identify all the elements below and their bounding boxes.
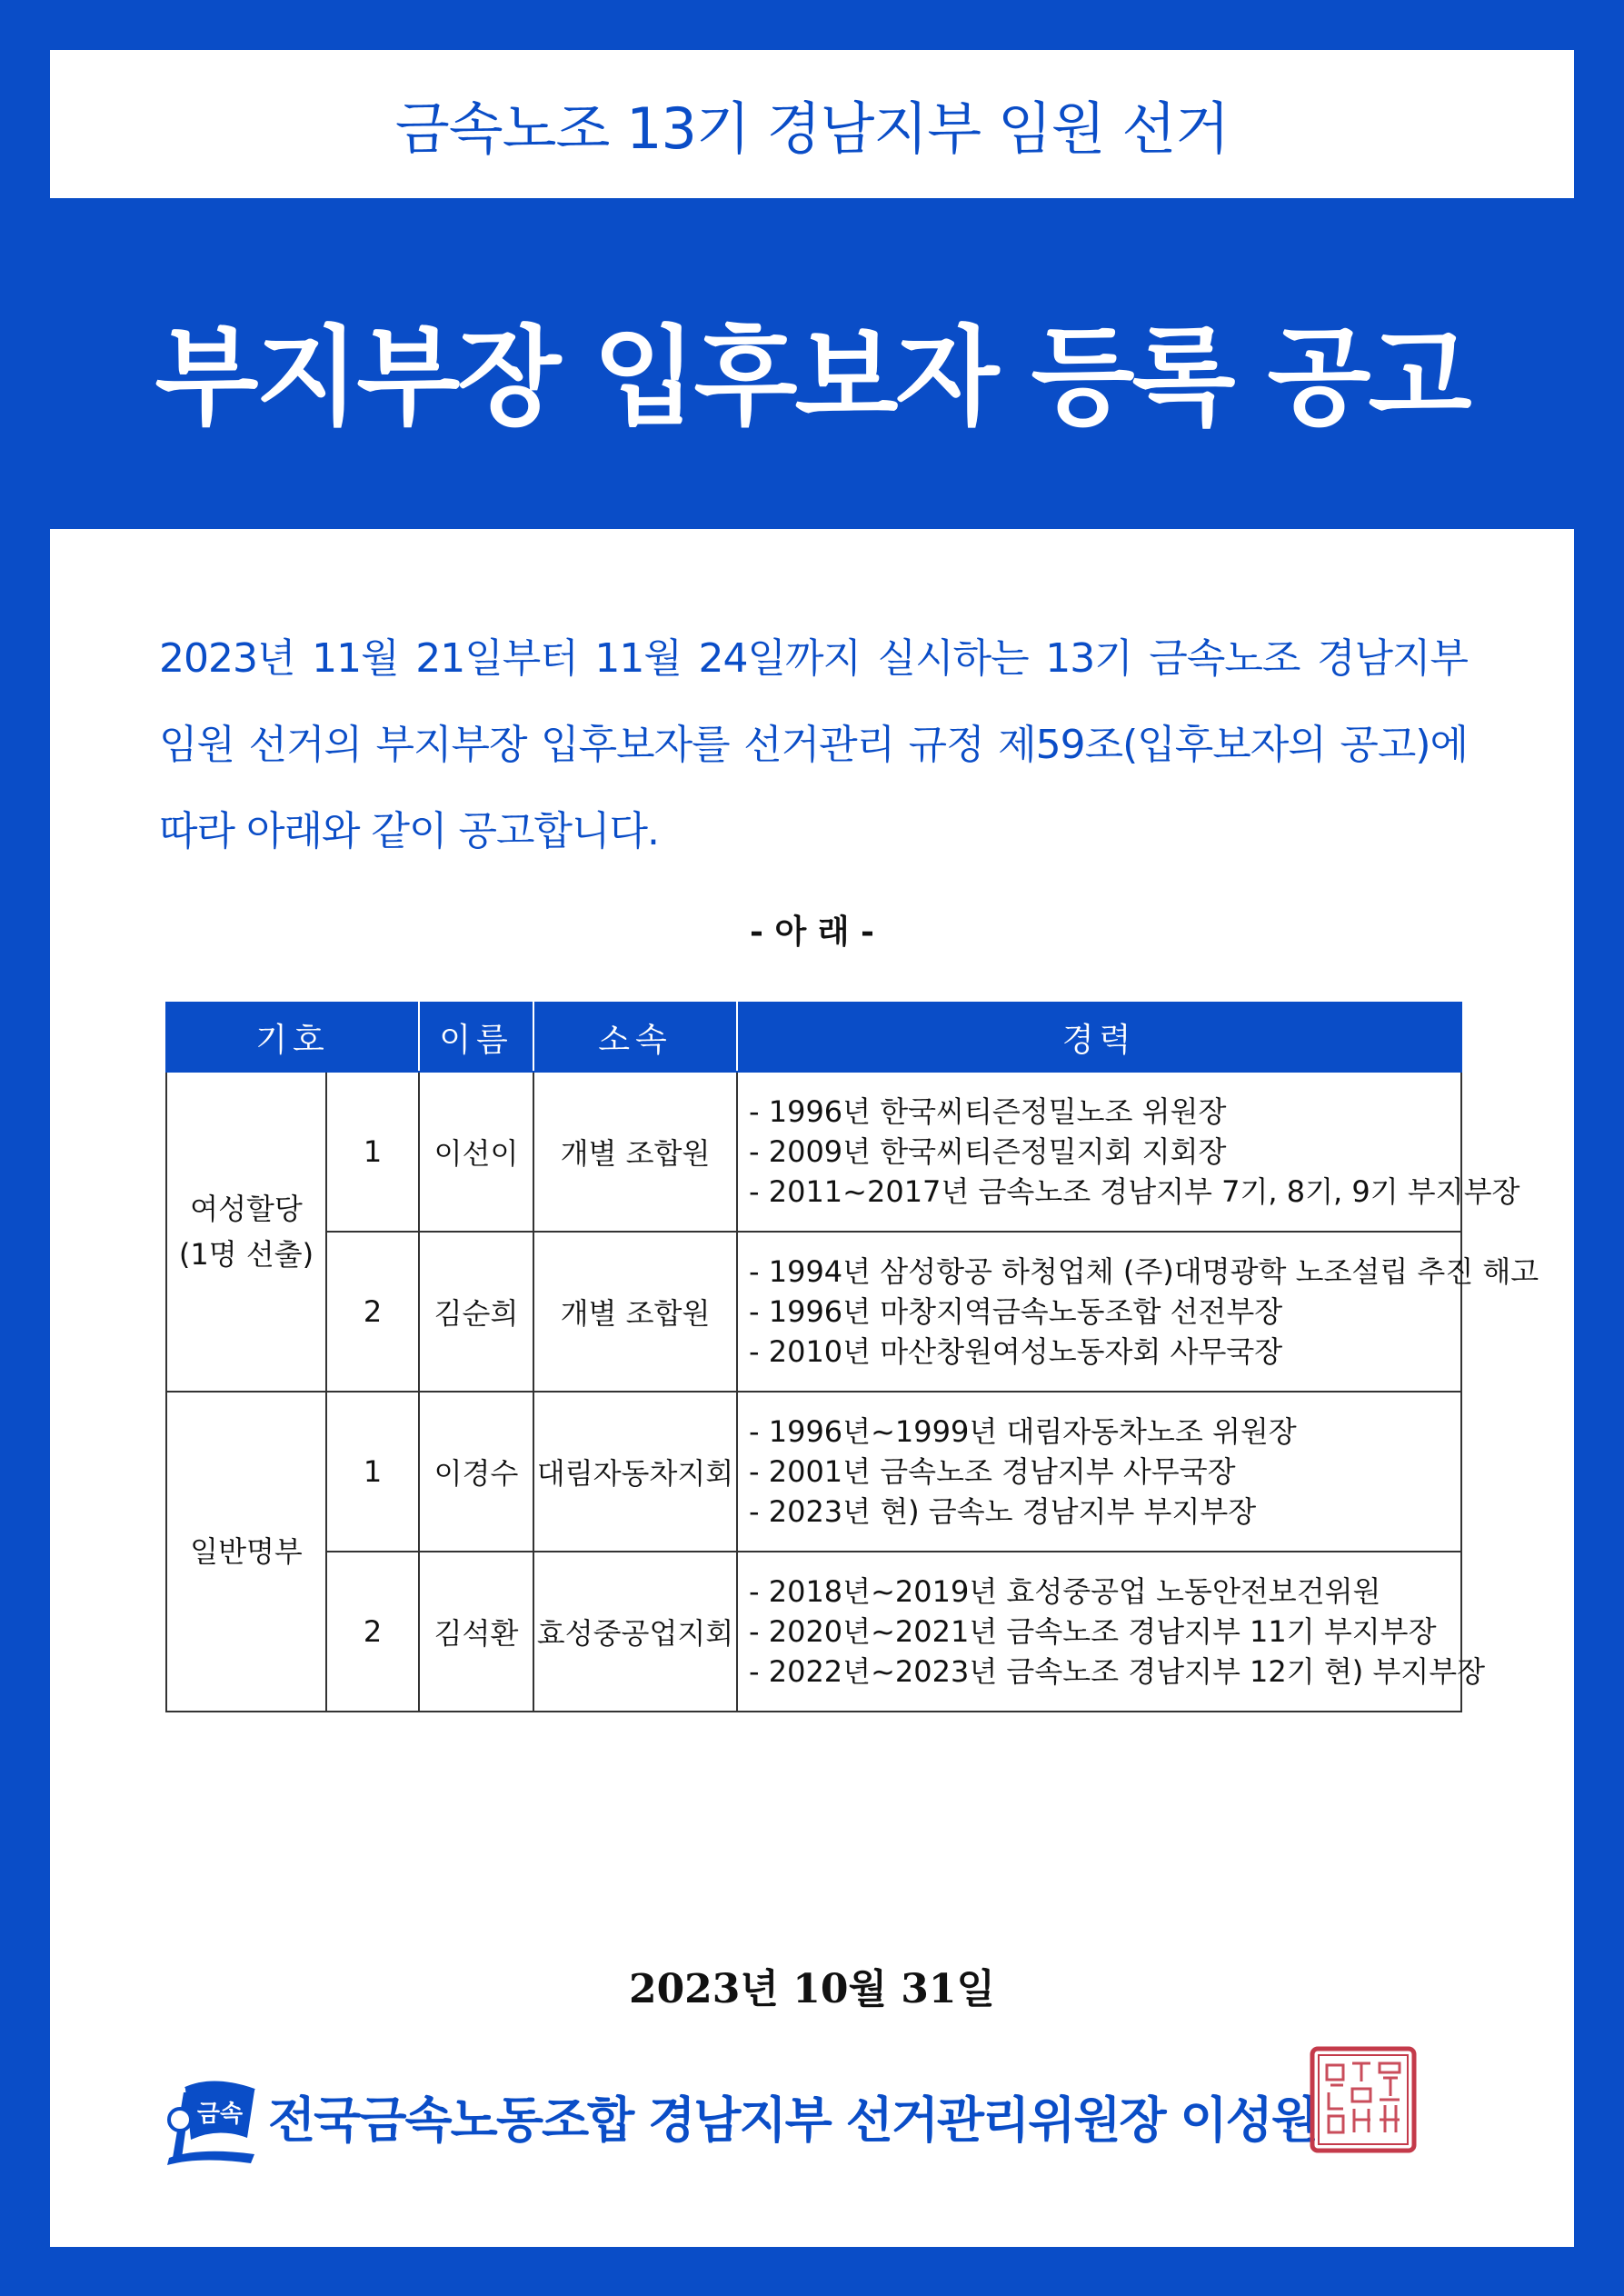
- candidate-table: [165, 1002, 1539, 1712]
- career-line: - 1996년 마창지역금속노동조합 선전부장: [749, 1294, 1283, 1329]
- group-label: 일반명부: [190, 1534, 303, 1569]
- candidate-name: 김순희: [419, 1232, 533, 1392]
- career-line: - 2001년 금속노조 경남지부 사무국장: [749, 1454, 1236, 1489]
- career-line: - 1996년 한국씨티즌정밀노조 위원장: [749, 1094, 1227, 1129]
- candidate-number: 1: [326, 1392, 419, 1552]
- career-line: - 2018년~2019년 효성중공업 노동안전보건위원: [749, 1574, 1381, 1609]
- candidate-career: [737, 1552, 1486, 1712]
- candidate-number: 2: [326, 1232, 419, 1392]
- candidate-number: 2: [326, 1552, 419, 1712]
- candidate-name: 이선이: [419, 1072, 533, 1232]
- table-row: [166, 1552, 1461, 1712]
- intro-paragraph: 2023년 11월 21일부터 11월 24일까지 실시하는 13기 금속노조 경남지부 임원 선거의 부지부장 입후보자를 선거관리 규정 제59조(입후보자의 공고)에 따라 아래와 같이 공고합니다.: [159, 635, 1468, 854]
- table-row: [166, 1392, 1461, 1552]
- candidate-name: 이경수: [419, 1392, 533, 1552]
- candidate-affiliation: 대림자동차지회: [533, 1392, 737, 1552]
- table-header-row: [166, 1003, 1461, 1072]
- header-name: 이름: [419, 1003, 533, 1072]
- group-label: 여성할당: [190, 1192, 303, 1226]
- career-line: - 2010년 마산창원여성노동자회 사무국장: [749, 1334, 1283, 1369]
- union-flag-logo-icon: [164, 2074, 264, 2165]
- header-banner: [50, 50, 1574, 198]
- notice-heading: - 아 래 -: [749, 913, 875, 951]
- header-career: 경력: [737, 1003, 1461, 1072]
- table-row: [166, 1232, 1461, 1392]
- header-affiliation: 소속: [533, 1003, 737, 1072]
- logo-text: 금속: [196, 2101, 244, 2128]
- official-seal-icon: [1309, 2045, 1418, 2154]
- group-cell-women-quota: [166, 1072, 326, 1392]
- header-number: 기호: [166, 1003, 419, 1072]
- candidate-career: [737, 1232, 1539, 1392]
- career-line: - 2020년~2021년 금속노조 경남지부 11기 부지부장: [749, 1614, 1437, 1649]
- notice-body: [50, 529, 1574, 2247]
- career-line: - 1996년~1999년 대림자동차노조 위원장: [749, 1414, 1297, 1449]
- candidate-name: 김석환: [419, 1552, 533, 1712]
- candidate-number: 1: [326, 1072, 419, 1232]
- page-title: 부지부장 입후보자 등록 공고: [154, 314, 1470, 440]
- career-line: - 2022년~2023년 금속노조 경남지부 12기 현) 부지부장: [749, 1654, 1486, 1689]
- career-line: - 2023년 현) 금속노 경남지부 부지부장: [749, 1494, 1257, 1529]
- career-line: - 2009년 한국씨티즌정밀지회 지회장: [749, 1134, 1227, 1169]
- candidate-career: [737, 1072, 1520, 1232]
- career-line: - 2011~2017년 금속노조 경남지부 7기, 8기, 9기 부지부장: [749, 1174, 1520, 1209]
- notice-date: 2023년 10월 31일: [628, 1966, 996, 2012]
- candidate-affiliation: 개별 조합원: [533, 1072, 737, 1232]
- candidate-affiliation: 효성중공업지회: [533, 1552, 737, 1712]
- table-row: [166, 1072, 1461, 1232]
- group-cell-general: [166, 1392, 326, 1712]
- career-line: - 1994년 삼성항공 하청업체 (주)대명광학 노조설립 추진 해고: [749, 1254, 1539, 1289]
- candidate-affiliation: 개별 조합원: [533, 1232, 737, 1392]
- signer-line: 전국금속노동조합 경남지부 선거관리위원장 이성원: [268, 2091, 1318, 2149]
- candidate-career: [737, 1392, 1461, 1552]
- group-sublabel: (1명 선출): [178, 1237, 314, 1272]
- election-title: 금속노조 13기 경남지부 임원 선거: [394, 95, 1230, 162]
